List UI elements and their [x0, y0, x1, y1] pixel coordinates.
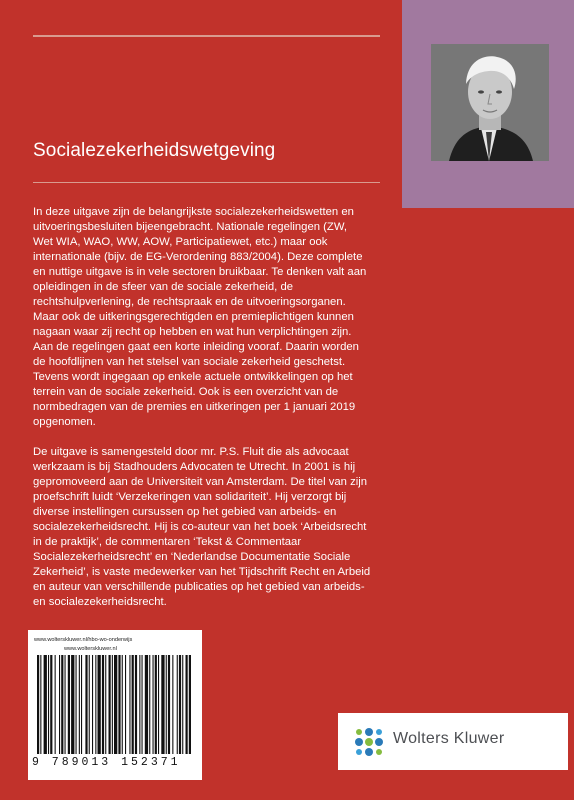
description-paragraph: In deze uitgave zijn de belangrijkste socialezekerheidswetten en uitvoeringsbesluiten bijeengebracht. Nationale regelingen (ZW, Wet WIA, WAO, WW, AOW, Participatiewet, etc.) maar ook internationale (bijv. de EG-Verordening 883/2004). Deze complete en nuttige uitgave is in vele sectoren bruikbaar. Te denken valt aan opleidingen in de sfeer van de sociale zekerheid, de rechtshulpverlening, de rechtspraak en de uitvoeringsorganen. Maar ook de uitkeringsgerechtigden en premieplichtigen kunnen nagaan waar zij recht op hebben en wat hun verplichtingen zijn. Aan de regelingen gaat een korte inleiding vooraf. Daarin worden de hoofdlijnen van het stelsel van sociale zekerheid geschetst. Tevens wordt ingegaan op enkele actuele ontwikkelingen op het terrein van de sociale zekerheid. Ook is een overzicht van de normbedragen van de premies en uitkeringen per 1 januari 2019 opgenomen.: [33, 206, 367, 428]
author-photo: [431, 44, 549, 161]
publisher-name: Wolters Kluwer: [393, 730, 505, 747]
url-education[interactable]: www.wolterskluwer.nl/hbo-wo-onderwijs: [34, 637, 133, 643]
title-divider: [33, 182, 380, 183]
url-main[interactable]: www.wolterskluwer.nl: [64, 646, 117, 652]
author-photo-image: [431, 44, 549, 161]
wolters-kluwer-logo-icon: [350, 723, 388, 761]
book-title: Socialezekerheidswetgeving: [33, 140, 276, 161]
barcode-label: [28, 630, 202, 780]
barcode-icon: [35, 655, 191, 754]
top-divider: [33, 35, 380, 37]
publisher-logo: [338, 713, 568, 770]
author-bio-paragraph: De uitgave is samengesteld door mr. P.S. Fluit die als advocaat werkzaam is bij Stadhouders Advocaten te Utrecht. In 2001 is hij gepromoveerd aan de Universiteit van Amsterdam. De titel van zijn proefschrift luidt ‘Verzekeringen van solidariteit’. Hij verzorgt bij diverse instellingen cursussen op het gebied van arbeids- en socialezekerheidsrecht. Hij is co-auteur van het boek ‘Arbeidsrecht in de praktijk’, de commentaren ‘Tekst & Commentaar Socialezekerheidsrecht’ en ‘Nederlandse Documentatie Sociale Zekerheid’, is vaste medewerker van het Tijdschrift Recht en Arbeid en auteur van verschillende publicaties op het gebied van arbeids- en socialezekerheidsrecht.: [33, 446, 371, 608]
isbn-number: 9 789013 152371: [32, 756, 181, 769]
